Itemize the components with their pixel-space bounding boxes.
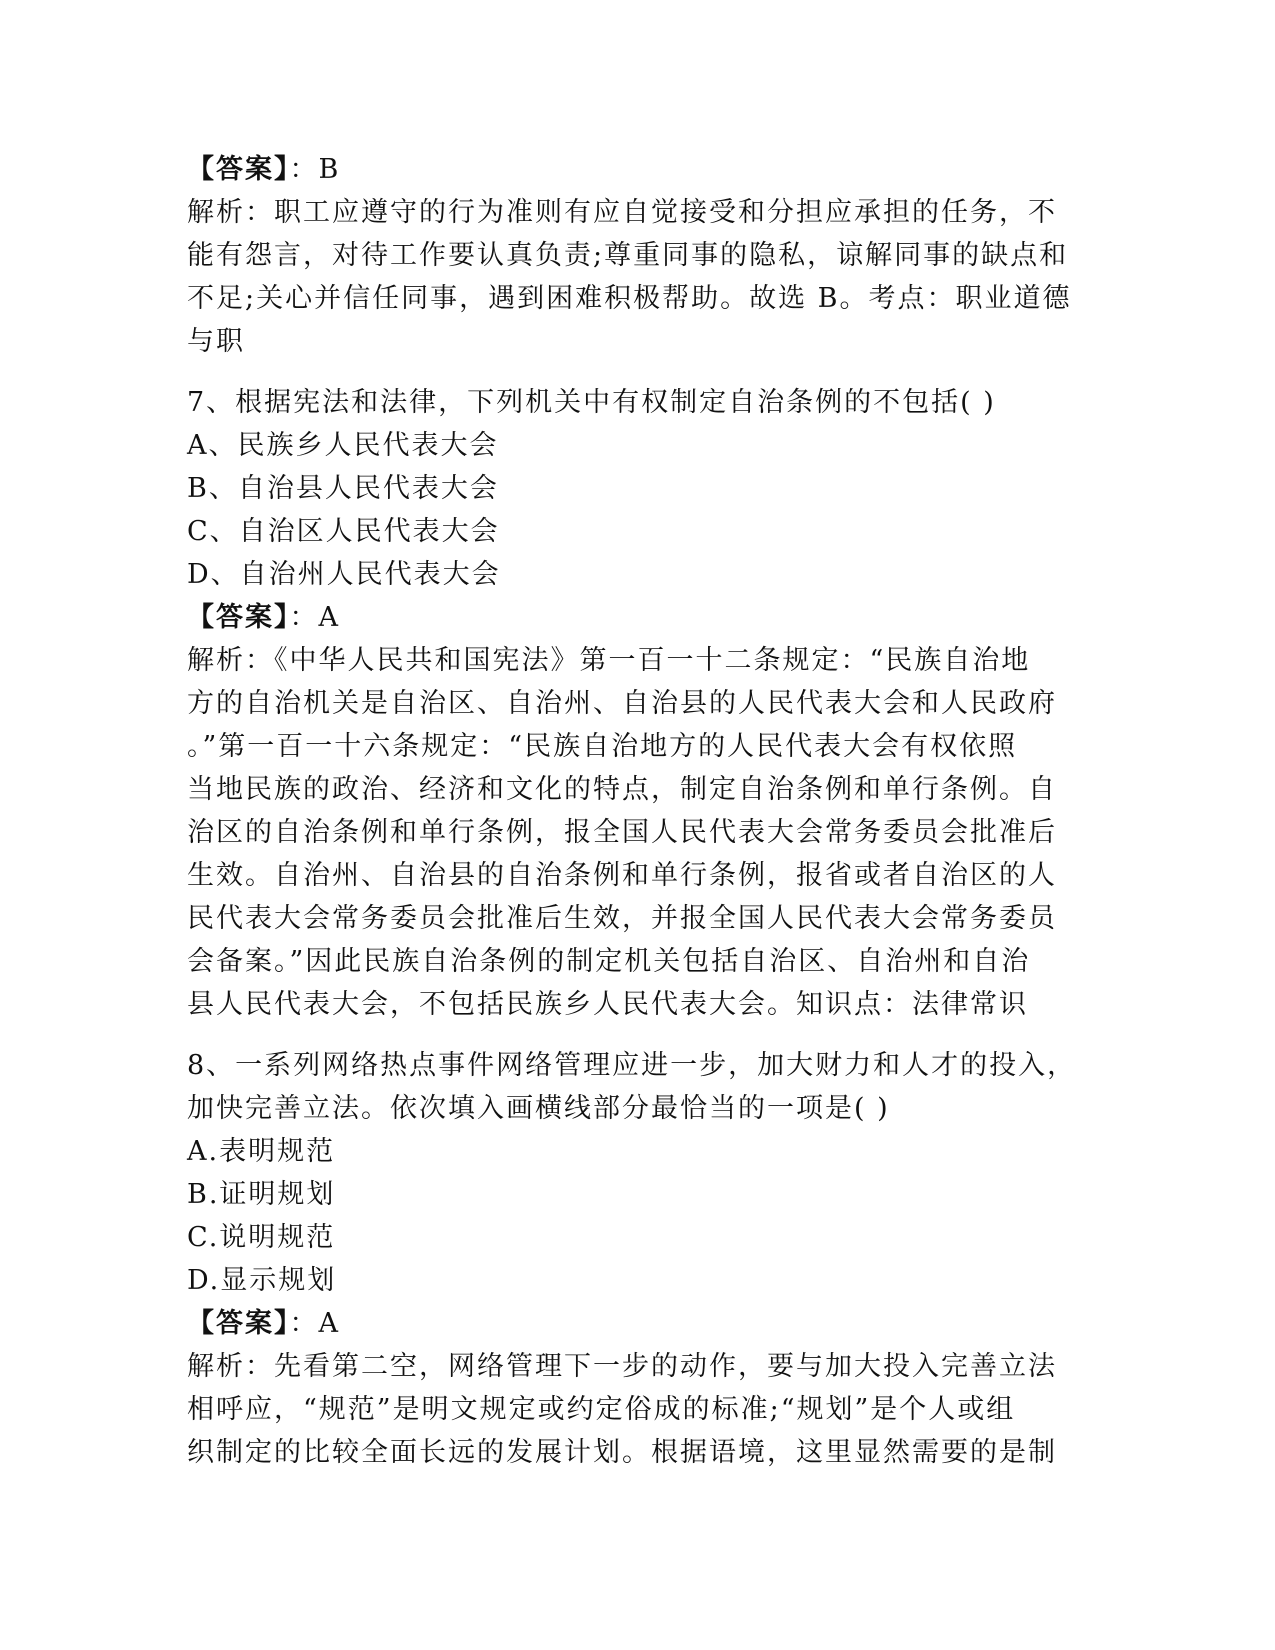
q8-stem-line: 加快完善立法。依次填入画横线部分最恰当的一项是( ): [187, 1093, 890, 1124]
q6-analysis-line: 与职: [187, 326, 245, 357]
q7-analysis-line: 县人民代表大会，不包括民族乡人民代表大会。知识点：法律常识: [187, 989, 1028, 1020]
q8-option-d: D.显示规划: [187, 1265, 337, 1296]
q7-option-b: B、自治县人民代表大会: [187, 473, 499, 504]
q7-analysis-line: 生效。自治州、自治县的自治条例和单行条例，报省或者自治区的人: [187, 860, 1057, 891]
page-content: [187, 148, 1077, 1474]
q7-analysis-line: 治区的自治条例和单行条例，报全国人民代表大会常务委员会批准后: [187, 817, 1057, 848]
q7-analysis-line: 民代表大会常务委员会批准后生效，并报全国人民代表大会常务委员: [187, 903, 1057, 934]
q7-analysis-line: 解析：《中华人民共和国宪法》第一百一十二条规定：“民族自治地: [187, 645, 1031, 676]
section-gap: [187, 1026, 1077, 1044]
q8-option-c: C.说明规范: [187, 1222, 336, 1253]
q7-analysis-line: 。”第一百一十六条规定：“民族自治地方的人民代表大会有权依照: [187, 731, 1018, 762]
q7-answer-value: A: [318, 602, 340, 633]
answer-label: 【答案】: [187, 602, 290, 633]
q6-answer-line: [187, 148, 1077, 191]
q6-analysis-line: 能有怨言，对待工作要认真负责;尊重同事的隐私，谅解同事的缺点和: [187, 240, 1069, 271]
section-gap: [187, 363, 1077, 381]
answer-separator: ：: [289, 1308, 319, 1339]
q8-answer-value: A: [318, 1308, 340, 1339]
q7-option-a: A、民族乡人民代表大会: [187, 430, 499, 461]
q7-option-d: D、自治州人民代表大会: [187, 559, 501, 590]
q8-analysis-line: 织制定的比较全面长远的发展计划。根据语境，这里显然需要的是制: [187, 1437, 1057, 1468]
answer-label: 【答案】: [187, 154, 290, 185]
q8-option-a: A.表明规范: [187, 1136, 336, 1167]
q6-analysis-line: 不足;关心并信任同事，遇到困难积极帮助。故选 B。考点：职业道德: [187, 283, 1072, 314]
answer-separator: ：: [289, 602, 319, 633]
q8-option-b: B.证明规划: [187, 1179, 336, 1210]
q8-stem-line: 8、一系列网络热点事件网络管理应进一步，加大财力和人才的投入，: [187, 1050, 1077, 1081]
q7-stem: 7、根据宪法和法律，下列机关中有权制定自治条例的不包括( ): [187, 387, 996, 418]
q6-answer-value: B: [318, 154, 341, 185]
q7-analysis-line: 当地民族的政治、经济和文化的特点，制定自治条例和单行条例。自: [187, 774, 1057, 805]
q7-answer-line: [187, 596, 1077, 639]
q7-analysis-line: 方的自治机关是自治区、自治州、自治县的人民代表大会和人民政府: [187, 688, 1057, 719]
q7-option-c: C、自治区人民代表大会: [187, 516, 500, 547]
answer-label: 【答案】: [187, 1308, 290, 1339]
q8-answer-line: [187, 1302, 1077, 1345]
q8-analysis-line: 相呼应，“规范”是明文规定或约定俗成的标准;“规划”是个人或组: [187, 1394, 1016, 1425]
q7-analysis-line: 会备案。”因此民族自治条例的制定机关包括自治区、自治州和自治: [187, 946, 1031, 977]
q8-analysis-line: 解析：先看第二空，网络管理下一步的动作，要与加大投入完善立法: [187, 1351, 1057, 1382]
answer-separator: ：: [289, 154, 319, 185]
q6-analysis-line: 解析：职工应遵守的行为准则有应自觉接受和分担应承担的任务，不: [187, 197, 1057, 228]
